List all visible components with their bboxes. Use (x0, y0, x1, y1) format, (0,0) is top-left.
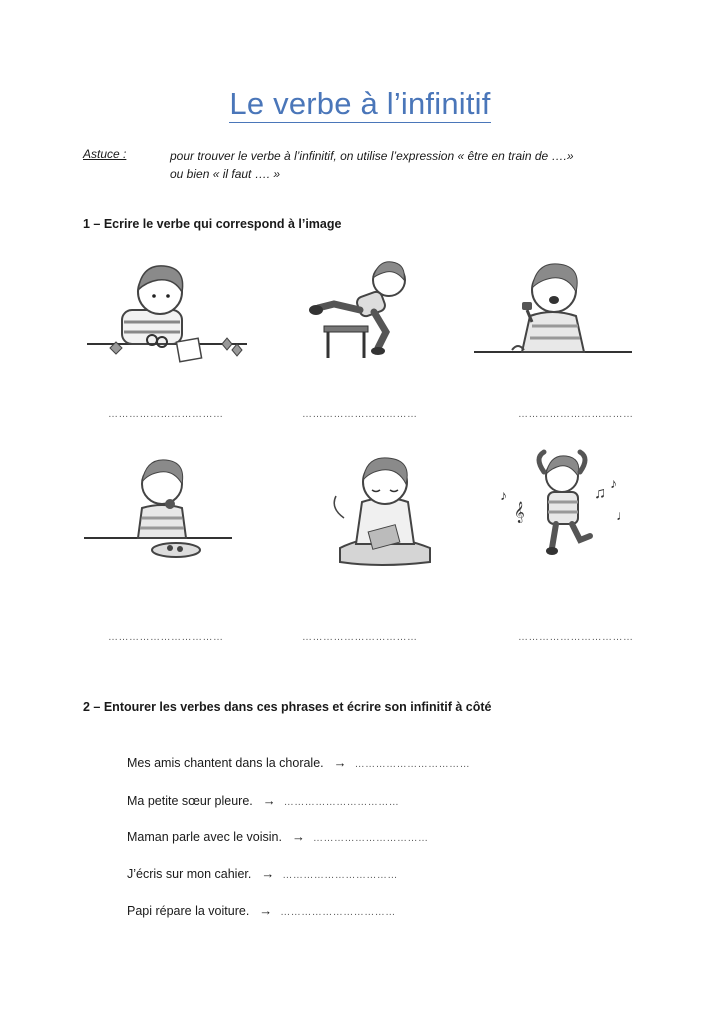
answer-blank[interactable]: …………………………… (283, 797, 400, 808)
answer-blank-3[interactable]: …………………………… (518, 409, 634, 420)
sentence-row (127, 755, 470, 770)
sentence-text: Ma petite sœur pleure. (127, 794, 253, 808)
answer-blank[interactable]: …………………………… (312, 833, 429, 844)
child-eating-icon (82, 448, 252, 578)
svg-text:♩: ♩ (616, 507, 630, 523)
arrow-icon: → (261, 866, 275, 881)
arrow-icon: → (333, 755, 347, 770)
answer-blank[interactable]: …………………………… (280, 907, 396, 918)
answer-blank-2[interactable]: …………………………… (302, 409, 418, 420)
tip-line-1: pour trouver le verbe à l’infinitif, on utilise l’expression « être en train de ….» (170, 149, 574, 163)
tip-label: Astuce : (83, 147, 127, 161)
svg-text:♪: ♪ (610, 475, 617, 491)
child-singing-icon (472, 252, 642, 382)
child-jumping-hurdle-icon (294, 252, 464, 382)
sentence-row (127, 903, 396, 918)
arrow-icon: → (262, 793, 276, 808)
sentence-text: Maman parle avec le voisin. (127, 830, 282, 844)
page-title: Le verbe à l’infinitif (229, 86, 491, 121)
exercise-2-heading: 2 – Entourer les verbes dans ces phrases et écrire son infinitif à côté (83, 700, 492, 714)
answer-blank[interactable]: …………………………… (354, 759, 471, 770)
sentence-text: J’écris sur mon cahier. (127, 867, 252, 881)
sentence-row (127, 829, 428, 844)
child-sewing-icon (300, 448, 470, 578)
child-dancing-icon (490, 448, 660, 578)
sentence-row (127, 866, 398, 881)
answer-blank-1[interactable]: …………………………… (108, 409, 224, 420)
sentence-text: Mes amis chantent dans la chorale. (127, 756, 324, 770)
sentence-text: Papi répare la voiture. (127, 904, 250, 918)
answer-blank-5[interactable]: …………………………… (302, 632, 418, 643)
arrow-icon: → (259, 903, 273, 918)
svg-text:♫: ♫ (594, 485, 606, 502)
arrow-icon: → (291, 829, 305, 844)
child-cutting-paper-icon (82, 252, 252, 382)
svg-text:♪: ♪ (500, 487, 507, 503)
answer-blank-4[interactable]: …………………………… (108, 632, 224, 643)
sentence-row (127, 793, 399, 808)
exercise-1-heading: 1 – Ecrire le verbe qui correspond à l’image (83, 217, 342, 231)
svg-text:𝄞: 𝄞 (514, 502, 525, 522)
tip-line-2: ou bien « il faut …. » (170, 167, 281, 181)
answer-blank[interactable]: …………………………… (282, 870, 398, 881)
answer-blank-6[interactable]: …………………………… (518, 632, 634, 643)
tip-text (170, 147, 650, 183)
